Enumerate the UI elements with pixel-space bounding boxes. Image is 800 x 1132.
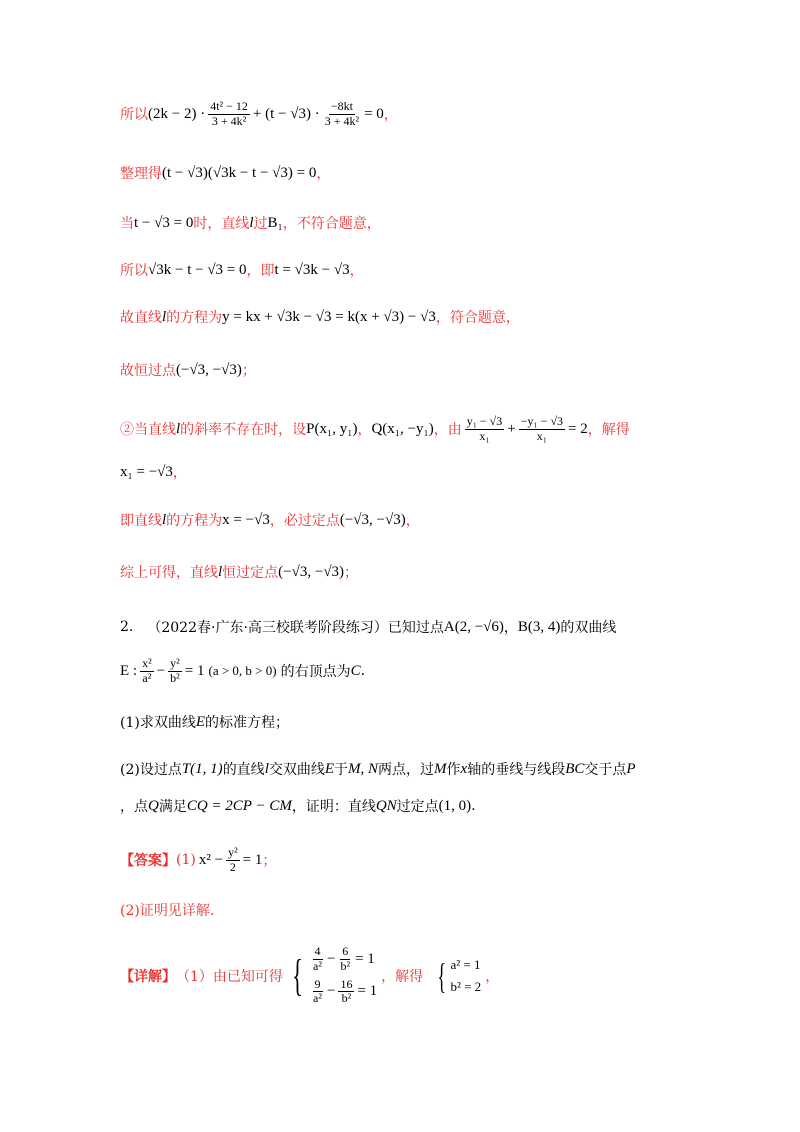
math-expression: B(3, 4) (517, 618, 561, 635)
text: ， (485, 968, 500, 985)
text: 所以 (120, 107, 148, 124)
solution-line-9 (120, 510, 420, 530)
var: BC (565, 760, 585, 777)
math-expression: t − √3 = 0 (134, 214, 194, 231)
text: 的双曲线 (560, 620, 617, 636)
math-expression: y = kx + √3k − √3 = k(x + √3) − √3 (222, 308, 436, 325)
var: l (218, 563, 223, 580)
text: ，必过定点 (269, 513, 340, 529)
text: 过定点 (396, 799, 439, 815)
text: 过 (253, 216, 268, 232)
fraction: $\frac{-8kt}{\text{3 + 4k²}}$ (324, 99, 360, 128)
math-expression: x = −√3 (222, 511, 270, 528)
text: 故恒过点 (120, 363, 176, 379)
var: x (460, 760, 468, 777)
var: l (162, 308, 167, 325)
solution-line-7 (120, 415, 630, 444)
text: 故直线 (120, 310, 162, 326)
solution-line-6 (120, 360, 256, 380)
text: 的直线 (222, 762, 265, 778)
solution-system: { a² = 1 b² = 2 (437, 955, 482, 996)
text: 交于点 (584, 762, 627, 778)
text: ，不符合题意， (282, 216, 381, 232)
text: ，解得 (587, 422, 630, 439)
var: l (249, 214, 254, 231)
text: 轴的垂线与线段 (467, 762, 566, 778)
math-expression: Q(x₁, −y₁) (371, 420, 434, 437)
fraction: $\frac{\text{y₁ − √3}}{\text{x₁}}$ (466, 414, 503, 443)
math-expression: (t − √3)(√3k − t − √3) = 0 (162, 164, 317, 181)
text: 满足 (158, 799, 187, 815)
math-expression: = 2 (568, 420, 588, 437)
math-expression: P(x₁, y₁) (306, 420, 358, 437)
text: ； (262, 853, 277, 870)
text: 当 (120, 216, 134, 232)
math-expression: − (156, 662, 166, 679)
fraction: $\frac{\text{−y₁ − √3}}{\text{x₁}}$ (520, 414, 564, 443)
math-expression: (−√3, −√3) (339, 511, 406, 528)
answer-tag: 【答案】 (120, 853, 176, 870)
solution-line-2 (120, 163, 330, 183)
solution-line-8 (120, 462, 187, 482)
text: 的标准方程； (205, 715, 290, 731)
var: E (324, 760, 335, 777)
text: ，符合题意， (435, 310, 520, 326)
detail-line-1 (120, 945, 499, 1006)
var: l (264, 760, 269, 777)
math-expression: + (507, 420, 516, 437)
math-expression: E : (120, 662, 138, 679)
text: 于 (334, 762, 349, 778)
text: 交双曲线 (268, 762, 325, 778)
question-2-line-2 (120, 657, 365, 686)
text: ； (344, 565, 359, 581)
math-expression: √3k − t − √3 = 0 (148, 261, 247, 278)
var: M (434, 760, 447, 777)
math-expression: x² − (198, 851, 224, 868)
text: (2)设过点 (120, 762, 182, 778)
text: (1)求双曲线 (120, 715, 196, 731)
math-expression: A(2, −√6) (443, 618, 504, 635)
text: (2)证明见详解. (120, 903, 215, 919)
question-2-part-2-line-1 (120, 759, 636, 779)
vector-expression: CQ = 2CP − CM (186, 797, 292, 814)
math-expression: (−√3, −√3) (176, 361, 242, 378)
text: 的方程为 (166, 513, 223, 529)
var: P (626, 760, 636, 777)
math-expression: (a > 0, b > 0) (208, 663, 277, 679)
math-expression: T(1, 1) (181, 760, 223, 777)
math-expression: = 1 (242, 851, 263, 868)
text: ，即 (246, 263, 275, 279)
math-expression: t = √3k − √3 (274, 261, 350, 278)
math-expression: x₁ = −√3 (120, 463, 173, 480)
text: ； (241, 363, 256, 379)
equation-system: { $\frac{4}{\text{a²}}$ − $\frac{6}{\text{b²}}$ = 1 $\frac{9}{\text{a²}}$ − $\frac{16}{\text{b²}}$ = 1 (292, 944, 378, 1006)
text: ，解得 (381, 968, 424, 985)
math-expression: = 0 (364, 105, 384, 122)
text: ， (357, 422, 372, 439)
var: Q (148, 797, 159, 814)
question-2-part-2-line-2 (120, 796, 476, 816)
question-number: 2. (120, 619, 134, 635)
answer-line-2 (120, 900, 214, 920)
text: 的方程为 (166, 310, 223, 326)
solution-line-4 (120, 260, 364, 280)
var: l (176, 420, 181, 437)
var: C (350, 662, 361, 679)
text: ， (316, 166, 331, 182)
text: ， (503, 620, 518, 636)
text: 作 (446, 762, 461, 778)
fraction: $\frac{\text{x²}}{\text{a²}}$ (142, 656, 152, 685)
answer-line-1 (120, 846, 276, 875)
question-2-part-1 (120, 712, 289, 732)
text: ，由 (433, 422, 462, 439)
question-source: （2022春·广东·高三校联考阶段练习）已知过点 (147, 620, 444, 636)
var: E (195, 713, 206, 730)
fraction: $\frac{\text{y²}}{\text{b²}}$ (170, 656, 180, 685)
fraction: $\frac{\text{y²}}{2}$ (228, 845, 238, 874)
math-expression: (2k − 2) · (148, 105, 206, 122)
solution-line-1 (120, 100, 398, 129)
text: 整理得 (120, 166, 162, 182)
var: l (162, 511, 167, 528)
math-expression: M, N (348, 760, 379, 777)
solution-line-10 (120, 562, 358, 582)
text: 所以 (120, 263, 148, 279)
var: QN (375, 797, 397, 814)
text: ， (405, 513, 420, 529)
text: 时，直线 (193, 216, 250, 232)
text: (1) (176, 852, 196, 869)
text: 的斜率不存在时，设 (180, 422, 307, 439)
text: ， (383, 107, 398, 124)
solution-line-5 (120, 307, 520, 327)
text: ②当直线 (120, 422, 176, 439)
text: . (360, 663, 366, 680)
math-expression: (1, 0) (438, 797, 472, 814)
text: 综上可得，直线 (120, 565, 218, 581)
text: 即直线 (120, 513, 162, 529)
text: （1）由已知可得 (176, 968, 283, 985)
math-expression: B₁ (267, 214, 283, 231)
text: ，点 (120, 799, 148, 815)
detail-tag: 【详解】 (120, 968, 176, 985)
text: 的右顶点为 (280, 664, 351, 681)
solution-line-3 (120, 213, 381, 233)
question-2-line-1 (120, 617, 616, 637)
brace-icon: { (292, 950, 303, 1000)
math-expression: + (t − √3) · (252, 105, 320, 122)
math-expression: (−√3, −√3) (278, 563, 345, 580)
text: . (471, 798, 476, 814)
text: 恒过定点 (222, 565, 279, 581)
text: ，证明：直线 (291, 799, 376, 815)
text: ， (172, 465, 187, 481)
brace-icon: { (437, 955, 447, 996)
fraction: $\frac{\text{4t² − 12}}{\text{3 + 4k²}}$ (210, 99, 248, 128)
text: ， (349, 263, 364, 279)
math-expression: = 1 (184, 662, 205, 679)
text: 两点，过 (378, 762, 435, 778)
